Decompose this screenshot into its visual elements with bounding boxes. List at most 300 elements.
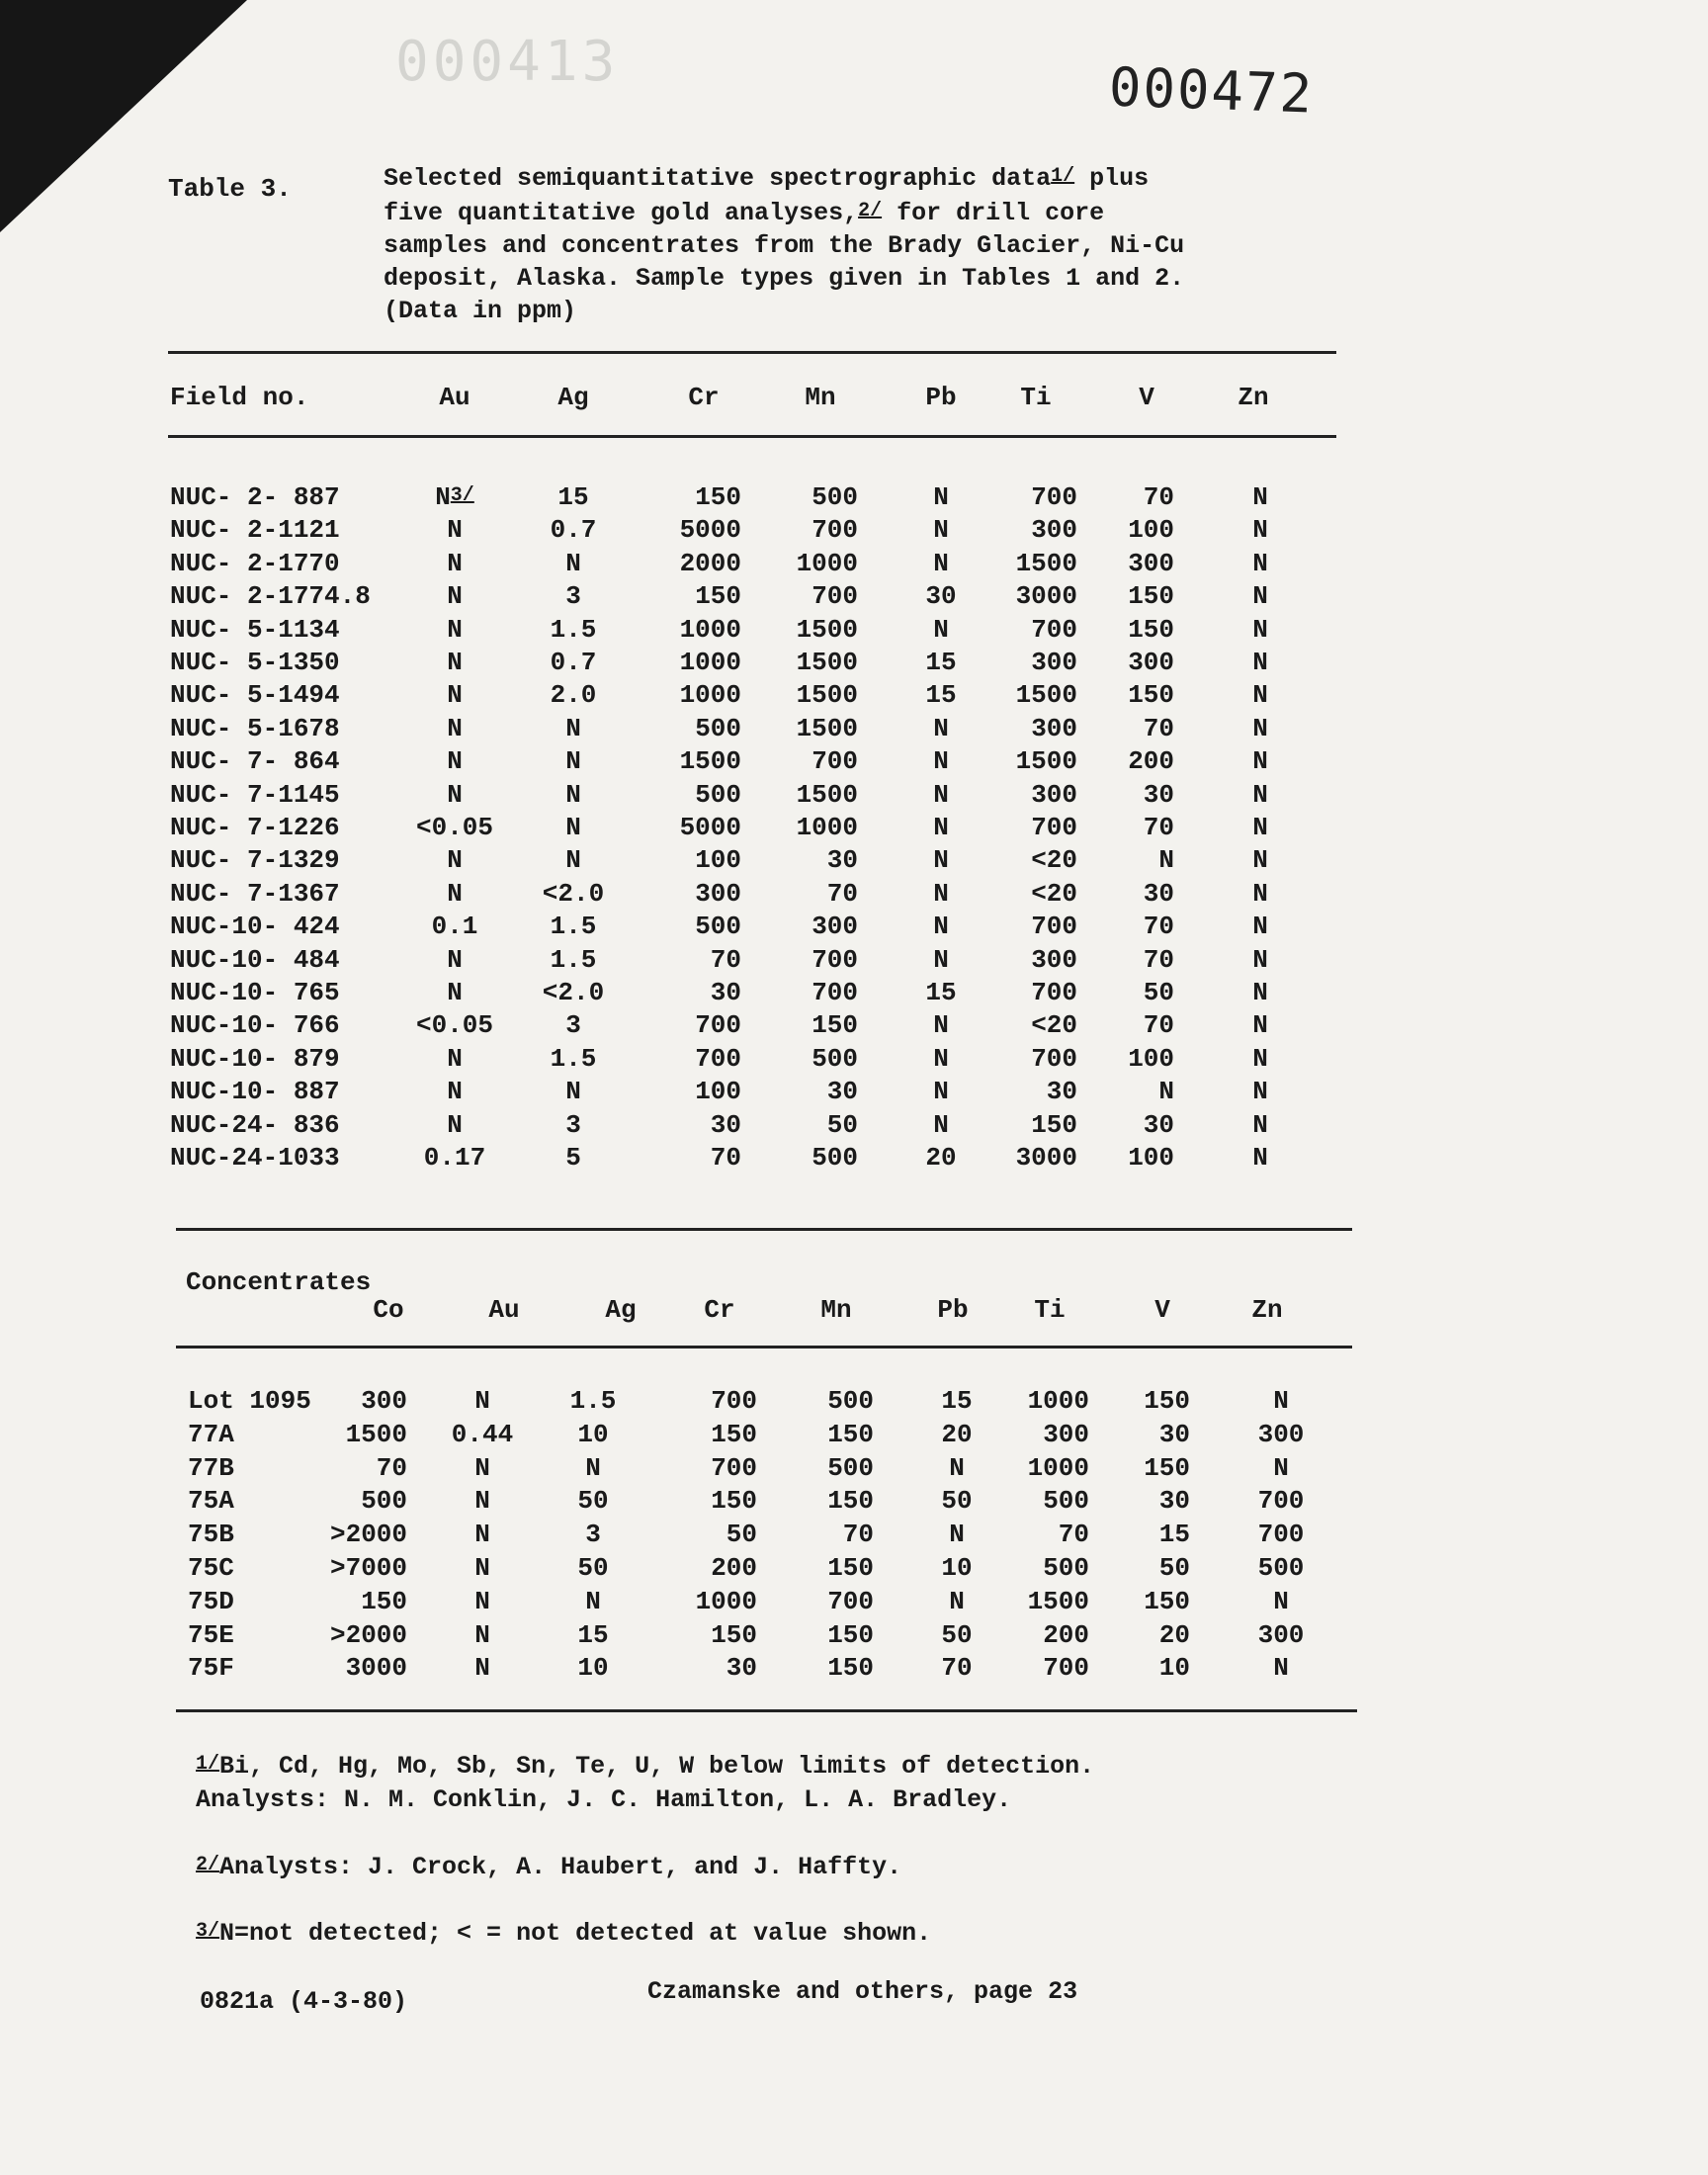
value-cell: N	[447, 581, 463, 612]
value-cell: 70	[710, 944, 741, 975]
value-cell: N	[1158, 1077, 1174, 1107]
conc-header-au: Au	[488, 1295, 520, 1325]
value-cell: 30	[826, 1077, 858, 1107]
value-cell: 20	[1158, 1619, 1190, 1650]
value-cell: 500	[827, 1452, 874, 1483]
value-cell: 1000	[796, 548, 858, 578]
value-cell: N	[933, 845, 949, 876]
value-cell: N	[1273, 1586, 1289, 1616]
value-cell: N	[1252, 482, 1268, 512]
value-cell: N	[933, 1010, 949, 1041]
value-cell: 1000	[1027, 1386, 1089, 1416]
value-cell: 70	[1143, 713, 1174, 743]
value-cell: 300	[1257, 1419, 1305, 1449]
field-no-cell: NUC- 2-1774.8	[170, 581, 371, 612]
value-cell: 70	[1143, 482, 1174, 512]
value-cell: N	[447, 680, 463, 711]
footnote-ref-1: 1/	[1051, 165, 1075, 188]
sample-id-cell: 75D	[188, 1586, 234, 1616]
value-cell: <0.05	[415, 1010, 493, 1041]
field-no-cell: NUC- 5-1494	[170, 680, 340, 711]
value-cell: N	[585, 1586, 601, 1616]
table-rule-top	[168, 351, 1336, 354]
value-cell: 1500	[796, 614, 858, 645]
value-cell: 1500	[1015, 746, 1077, 777]
value-cell: N	[447, 944, 463, 975]
value-cell: N	[447, 746, 463, 777]
value-cell: 1000	[679, 680, 741, 711]
value-cell: 30	[1143, 878, 1174, 909]
value-cell: 70	[1143, 912, 1174, 942]
value-cell: N	[1252, 746, 1268, 777]
value-cell: N	[474, 1452, 490, 1483]
table-title	[384, 160, 1313, 327]
value-cell: N	[474, 1653, 490, 1684]
value-cell: N	[1252, 1043, 1268, 1074]
value-cell: 15	[925, 648, 957, 677]
value-cell: <20	[1031, 1010, 1077, 1041]
value-cell: N	[447, 614, 463, 645]
field-no-cell: NUC-10- 424	[170, 912, 340, 942]
value-cell: 30	[1046, 1077, 1077, 1107]
value-cell: N	[1252, 813, 1268, 842]
value-cell: 300	[1257, 1619, 1305, 1650]
field-no-cell: NUC- 7-1145	[170, 779, 340, 810]
field-no-cell: NUC-10- 879	[170, 1043, 340, 1074]
footnote-1-analysts	[196, 1785, 1011, 1814]
value-cell: 20	[941, 1419, 973, 1449]
value-cell: N	[933, 713, 949, 743]
drill-header-zn: Zn	[1238, 383, 1269, 412]
value-cell: N	[933, 1043, 949, 1074]
value-cell: 15	[577, 1619, 609, 1650]
value-cell: 30	[1143, 779, 1174, 810]
value-cell: 150	[811, 1010, 858, 1041]
value-cell: N	[585, 1452, 601, 1483]
footnote-mark: 3/	[196, 1920, 220, 1943]
title-line: plus	[1074, 164, 1150, 193]
value-cell: 70	[376, 1452, 407, 1483]
value-cell: 15	[925, 978, 957, 1007]
value-cell: 300	[1031, 515, 1077, 546]
value-cell: 1500	[1015, 548, 1077, 578]
table-rule-bottom	[176, 1709, 1357, 1712]
value-cell: 500	[1043, 1553, 1089, 1583]
value-cell: N	[447, 515, 463, 546]
value-cell: 1000	[796, 813, 858, 842]
value-cell: 50	[1158, 1553, 1190, 1583]
value-cell: 1.5	[550, 944, 597, 975]
value-cell: 70	[1143, 944, 1174, 975]
value-cell: >2000	[329, 1619, 407, 1650]
value-cell: 700	[1031, 978, 1077, 1007]
value-cell: 150	[1128, 680, 1174, 711]
value-cell: 1500	[796, 779, 858, 810]
value-cell: N	[565, 746, 581, 777]
value-cell: N	[565, 713, 581, 743]
value-cell: N	[1252, 944, 1268, 975]
value-cell: 500	[695, 779, 741, 810]
value-cell: 700	[1257, 1520, 1305, 1550]
value-cell: 15	[941, 1386, 973, 1416]
value-cell: 1000	[695, 1586, 757, 1616]
value-cell: 700	[711, 1452, 757, 1483]
value-cell: 0.17	[423, 1143, 486, 1173]
value-cell: 3000	[1015, 1143, 1077, 1173]
value-cell: N	[1273, 1452, 1289, 1483]
value-cell: 500	[695, 713, 741, 743]
value-cell: N	[1252, 548, 1268, 578]
value-cell: N	[447, 878, 463, 909]
value-cell: N	[447, 1043, 463, 1074]
conc-header-ti: Ti	[1034, 1295, 1066, 1325]
value-cell: 700	[811, 746, 858, 777]
value-cell: N	[933, 1109, 949, 1140]
drill-header-pb: Pb	[925, 383, 957, 412]
value-cell: 700	[711, 1386, 757, 1416]
value-cell: 300	[1031, 944, 1077, 975]
value-cell: <2.0	[542, 878, 605, 909]
field-no-cell: NUC-24-1033	[170, 1143, 340, 1173]
field-no-cell: NUC- 7-1226	[170, 813, 340, 842]
value-cell: 3	[565, 1109, 581, 1140]
value-cell: N	[933, 614, 949, 645]
value-cell: 0.1	[431, 912, 478, 942]
value-cell: 5	[565, 1143, 581, 1173]
value-cell: 150	[695, 482, 741, 512]
value-cell: 50	[577, 1486, 609, 1517]
value-cell: N	[447, 648, 463, 677]
value-cell: N	[474, 1586, 490, 1616]
value-cell: 200	[1128, 746, 1174, 777]
footnote-3	[196, 1919, 931, 1948]
value-cell: 150	[695, 581, 741, 612]
value-cell: 30	[925, 581, 957, 612]
value-cell: N	[1252, 713, 1268, 743]
value-cell: N	[933, 746, 949, 777]
field-no-cell: NUC- 7- 864	[170, 746, 340, 777]
sample-id-cell: 75F	[188, 1653, 234, 1684]
value-cell: 100	[1128, 1043, 1174, 1074]
value-cell: 100	[695, 1077, 741, 1107]
value-cell: 1500	[796, 680, 858, 711]
drill-header-cr: Cr	[688, 383, 720, 412]
value-cell: 500	[695, 912, 741, 942]
field-no-cell: NUC- 2- 887	[170, 482, 340, 512]
value-cell: 300	[1128, 648, 1174, 677]
table-rule-conc-header	[176, 1346, 1352, 1348]
value-cell: 70	[1058, 1520, 1089, 1550]
bleed-through-stamp: 000413	[395, 30, 620, 94]
value-cell: 700	[811, 581, 858, 612]
value-cell: 70	[1143, 1010, 1174, 1041]
title-line: deposit, Alaska. Sample types given in Tables 1 and 2.	[384, 264, 1185, 293]
value-cell: 700	[1031, 912, 1077, 942]
footnote-text: Analysts: N. M. Conklin, J. C. Hamilton, L. A. Bradley.	[196, 1785, 1012, 1814]
value-cell: 500	[827, 1386, 874, 1416]
value-cell: N	[933, 779, 949, 810]
value-cell: 15	[925, 680, 957, 711]
value-cell: N	[933, 944, 949, 975]
value-cell: 200	[711, 1553, 757, 1583]
value-cell: 150	[711, 1619, 757, 1650]
value-cell: N	[474, 1619, 490, 1650]
field-no-cell: NUC- 5-1134	[170, 614, 340, 645]
field-no-cell: NUC-10- 766	[170, 1010, 340, 1041]
value-cell: 700	[695, 1010, 741, 1041]
value-cell: N	[1158, 845, 1174, 876]
value-cell: 30	[726, 1653, 757, 1684]
value-cell: 150	[1144, 1386, 1190, 1416]
value-cell: N	[447, 978, 463, 1007]
conc-header-cr: Cr	[704, 1295, 735, 1325]
drill-header-mn: Mn	[805, 383, 836, 412]
value-cell: N	[474, 1553, 490, 1583]
value-cell: 20	[925, 1143, 957, 1173]
value-cell: N	[447, 1077, 463, 1107]
value-cell: 1.5	[569, 1386, 617, 1416]
value-cell: 15	[1158, 1520, 1190, 1550]
footer-doc-code: 0821a (4-3-80)	[200, 1987, 408, 2016]
value-cell: 10	[577, 1419, 609, 1449]
value-cell: 100	[695, 845, 741, 876]
value-cell: N	[933, 912, 949, 942]
value-cell: 150	[1144, 1452, 1190, 1483]
footnote-2	[196, 1853, 901, 1881]
field-no-cell: NUC- 5-1678	[170, 713, 340, 743]
value-cell: 1000	[679, 648, 741, 677]
value-cell: 700	[1031, 1043, 1077, 1074]
value-cell: N	[933, 515, 949, 546]
value-cell: N	[1252, 680, 1268, 711]
footnote-mark: 1/	[196, 1753, 220, 1776]
footnote-text: Bi, Cd, Hg, Mo, Sb, Sn, Te, U, W below limits of detection.	[219, 1752, 1095, 1781]
footer-page-ref: Czamanske and others, page 23	[647, 1977, 1078, 2006]
value-cell: 10	[577, 1653, 609, 1684]
value-cell: 1.5	[550, 1043, 597, 1074]
sample-id-cell: 77A	[188, 1419, 234, 1449]
value-cell: 30	[1158, 1486, 1190, 1517]
value-cell: N	[933, 1077, 949, 1107]
value-cell: 3000	[1015, 581, 1077, 612]
value-cell: 1000	[1027, 1452, 1089, 1483]
drill-header-v: V	[1139, 383, 1154, 412]
sample-id-cell: Lot 1095	[188, 1386, 311, 1416]
value-cell: 0.7	[550, 515, 597, 546]
value-cell: 200	[1043, 1619, 1089, 1650]
title-line: (Data in ppm)	[384, 297, 577, 325]
value-cell: <20	[1031, 845, 1077, 876]
value-cell: 0.44	[451, 1419, 514, 1449]
value-cell: 70	[941, 1653, 973, 1684]
value-cell: N	[1252, 912, 1268, 942]
field-no-cell: NUC-24- 836	[170, 1109, 340, 1140]
footnote-text: Analysts: J. Crock, A. Haubert, and J. Haffty.	[219, 1853, 902, 1881]
value-cell: N	[1273, 1653, 1289, 1684]
value-cell: N	[474, 1520, 490, 1550]
value-cell: 1500	[345, 1419, 407, 1449]
value-cell: N	[1252, 978, 1268, 1007]
value-cell: N	[949, 1586, 965, 1616]
value-cell: 700	[1043, 1653, 1089, 1684]
value-cell: N	[933, 548, 949, 578]
field-no-cell: NUC-10- 887	[170, 1077, 340, 1107]
value-cell: 300	[361, 1386, 407, 1416]
field-no-cell: NUC- 2-1770	[170, 548, 340, 578]
value-cell: 30	[826, 845, 858, 876]
value-cell: 150	[1031, 1109, 1077, 1140]
page-stamp-number: 000472	[1107, 55, 1316, 126]
value-cell: N	[1252, 648, 1268, 677]
value-cell: 150	[827, 1653, 874, 1684]
value-cell: N	[1252, 1010, 1268, 1041]
value-cell: 300	[1128, 548, 1174, 578]
drill-header-ag: Ag	[557, 383, 589, 412]
value-cell: N	[1252, 878, 1268, 909]
value-cell: 5000	[679, 813, 741, 842]
value-cell: 1500	[796, 648, 858, 677]
value-cell: N	[1252, 614, 1268, 645]
value-cell: N	[949, 1452, 965, 1483]
value-cell: 150	[361, 1586, 407, 1616]
value-cell: 1500	[796, 713, 858, 743]
value-cell: N	[1252, 1077, 1268, 1107]
footnote-ref-3: 3/	[450, 484, 474, 507]
conc-header-zn: Zn	[1251, 1295, 1283, 1325]
value-cell: 10	[941, 1553, 973, 1583]
footnote-mark: 2/	[196, 1854, 220, 1876]
value-cell: N	[933, 482, 949, 512]
conc-header-ag: Ag	[605, 1295, 637, 1325]
value-cell: N	[565, 779, 581, 810]
value-cell: N	[949, 1520, 965, 1550]
value-cell: 3	[565, 1010, 581, 1041]
title-line: samples and concentrates from the Brady Glacier, Ni-Cu	[384, 231, 1185, 260]
field-no-cell: NUC- 2-1121	[170, 515, 340, 546]
value-cell: N	[447, 845, 463, 876]
sample-id-cell: 75B	[188, 1520, 234, 1550]
value-cell: 5000	[679, 515, 741, 546]
field-no-cell: NUC-10- 765	[170, 978, 340, 1007]
value-cell: 1500	[1015, 680, 1077, 711]
value-cell: 700	[811, 515, 858, 546]
conc-header-mn: Mn	[820, 1295, 852, 1325]
value-cell: 2.0	[550, 680, 597, 711]
field-no-cell: NUC- 7-1329	[170, 845, 340, 876]
field-no-cell: NUC-10- 484	[170, 944, 340, 975]
value-cell: 700	[811, 978, 858, 1007]
value-cell: N	[474, 1386, 490, 1416]
value-cell: 100	[1128, 1143, 1174, 1173]
value-cell: 30	[1143, 1109, 1174, 1140]
field-no-cell: NUC- 5-1350	[170, 648, 340, 677]
value-cell: 150	[1144, 1586, 1190, 1616]
value-cell: 50	[826, 1109, 858, 1140]
value-cell: 300	[1031, 779, 1077, 810]
value-cell: 30	[710, 978, 741, 1007]
drill-header-ti: Ti	[1020, 383, 1052, 412]
value-cell: >7000	[329, 1553, 407, 1583]
value-cell: N	[447, 779, 463, 810]
value-cell: 300	[1031, 713, 1077, 743]
value-cell: >2000	[329, 1520, 407, 1550]
value-cell: <2.0	[542, 978, 605, 1007]
value-cell: 70	[710, 1143, 741, 1173]
sample-id-cell: 75E	[188, 1619, 234, 1650]
value-cell: 700	[811, 944, 858, 975]
drill-header-field-no-: Field no.	[170, 383, 309, 412]
footnote-ref-2: 2/	[858, 200, 883, 222]
value-cell: N	[1252, 779, 1268, 810]
value-cell: 30	[1158, 1419, 1190, 1449]
concentrates-label: Concentrates	[186, 1267, 372, 1297]
footnote-1	[196, 1752, 1094, 1781]
value-cell: 30	[710, 1109, 741, 1140]
value-cell: 2000	[679, 548, 741, 578]
value-cell: N	[1252, 1109, 1268, 1140]
sample-id-cell: 75A	[188, 1486, 234, 1517]
value-cell: N	[447, 548, 463, 578]
sample-id-cell: 77B	[188, 1452, 234, 1483]
value-cell: 70	[1143, 813, 1174, 842]
value-cell: N	[1252, 1143, 1268, 1173]
value-cell: 500	[1257, 1553, 1305, 1583]
value-cell: 50	[1143, 978, 1174, 1007]
value-cell: N	[447, 713, 463, 743]
value-cell: 1.5	[550, 912, 597, 942]
value-cell: 150	[827, 1553, 874, 1583]
value-cell: 3	[565, 581, 581, 612]
value-cell: 150	[711, 1419, 757, 1449]
value-cell: 15	[557, 482, 589, 512]
title-line: five quantitative gold analyses,	[384, 199, 859, 227]
value-cell: 500	[811, 1143, 858, 1173]
value-cell: 700	[695, 1043, 741, 1074]
value-cell: 1000	[679, 614, 741, 645]
value-cell: N	[933, 878, 949, 909]
title-line: for drill core	[882, 199, 1105, 227]
value-cell: 3000	[345, 1653, 407, 1684]
value-cell: N	[565, 1077, 581, 1107]
value-cell: N	[474, 1486, 490, 1517]
value-cell: 50	[941, 1619, 973, 1650]
value-cell: 700	[1031, 482, 1077, 512]
table-rule-middle	[176, 1228, 1352, 1231]
value-cell: 50	[726, 1520, 757, 1550]
value-cell: 300	[1031, 648, 1077, 677]
value-cell: $N^{3/}$	[435, 482, 474, 512]
value-cell: N	[565, 813, 581, 842]
value-cell: 70	[826, 878, 858, 909]
value-cell: 150	[1128, 614, 1174, 645]
value-cell: N	[447, 1109, 463, 1140]
value-cell: N	[565, 548, 581, 578]
value-cell: 1500	[1027, 1586, 1089, 1616]
value-cell: 500	[811, 482, 858, 512]
title-line: Selected semiquantitative spectrographic data	[384, 164, 1052, 193]
value-cell: 150	[1128, 581, 1174, 612]
value-cell: 3	[585, 1520, 601, 1550]
sample-id-cell: 75C	[188, 1553, 234, 1583]
value-cell: 700	[1031, 614, 1077, 645]
value-cell: 150	[827, 1619, 874, 1650]
table-rule-header	[168, 435, 1336, 438]
conc-header-pb: Pb	[937, 1295, 969, 1325]
value-cell: 500	[1043, 1486, 1089, 1517]
drill-header-au: Au	[439, 383, 470, 412]
value-cell: 50	[941, 1486, 973, 1517]
conc-header-v: V	[1154, 1295, 1170, 1325]
